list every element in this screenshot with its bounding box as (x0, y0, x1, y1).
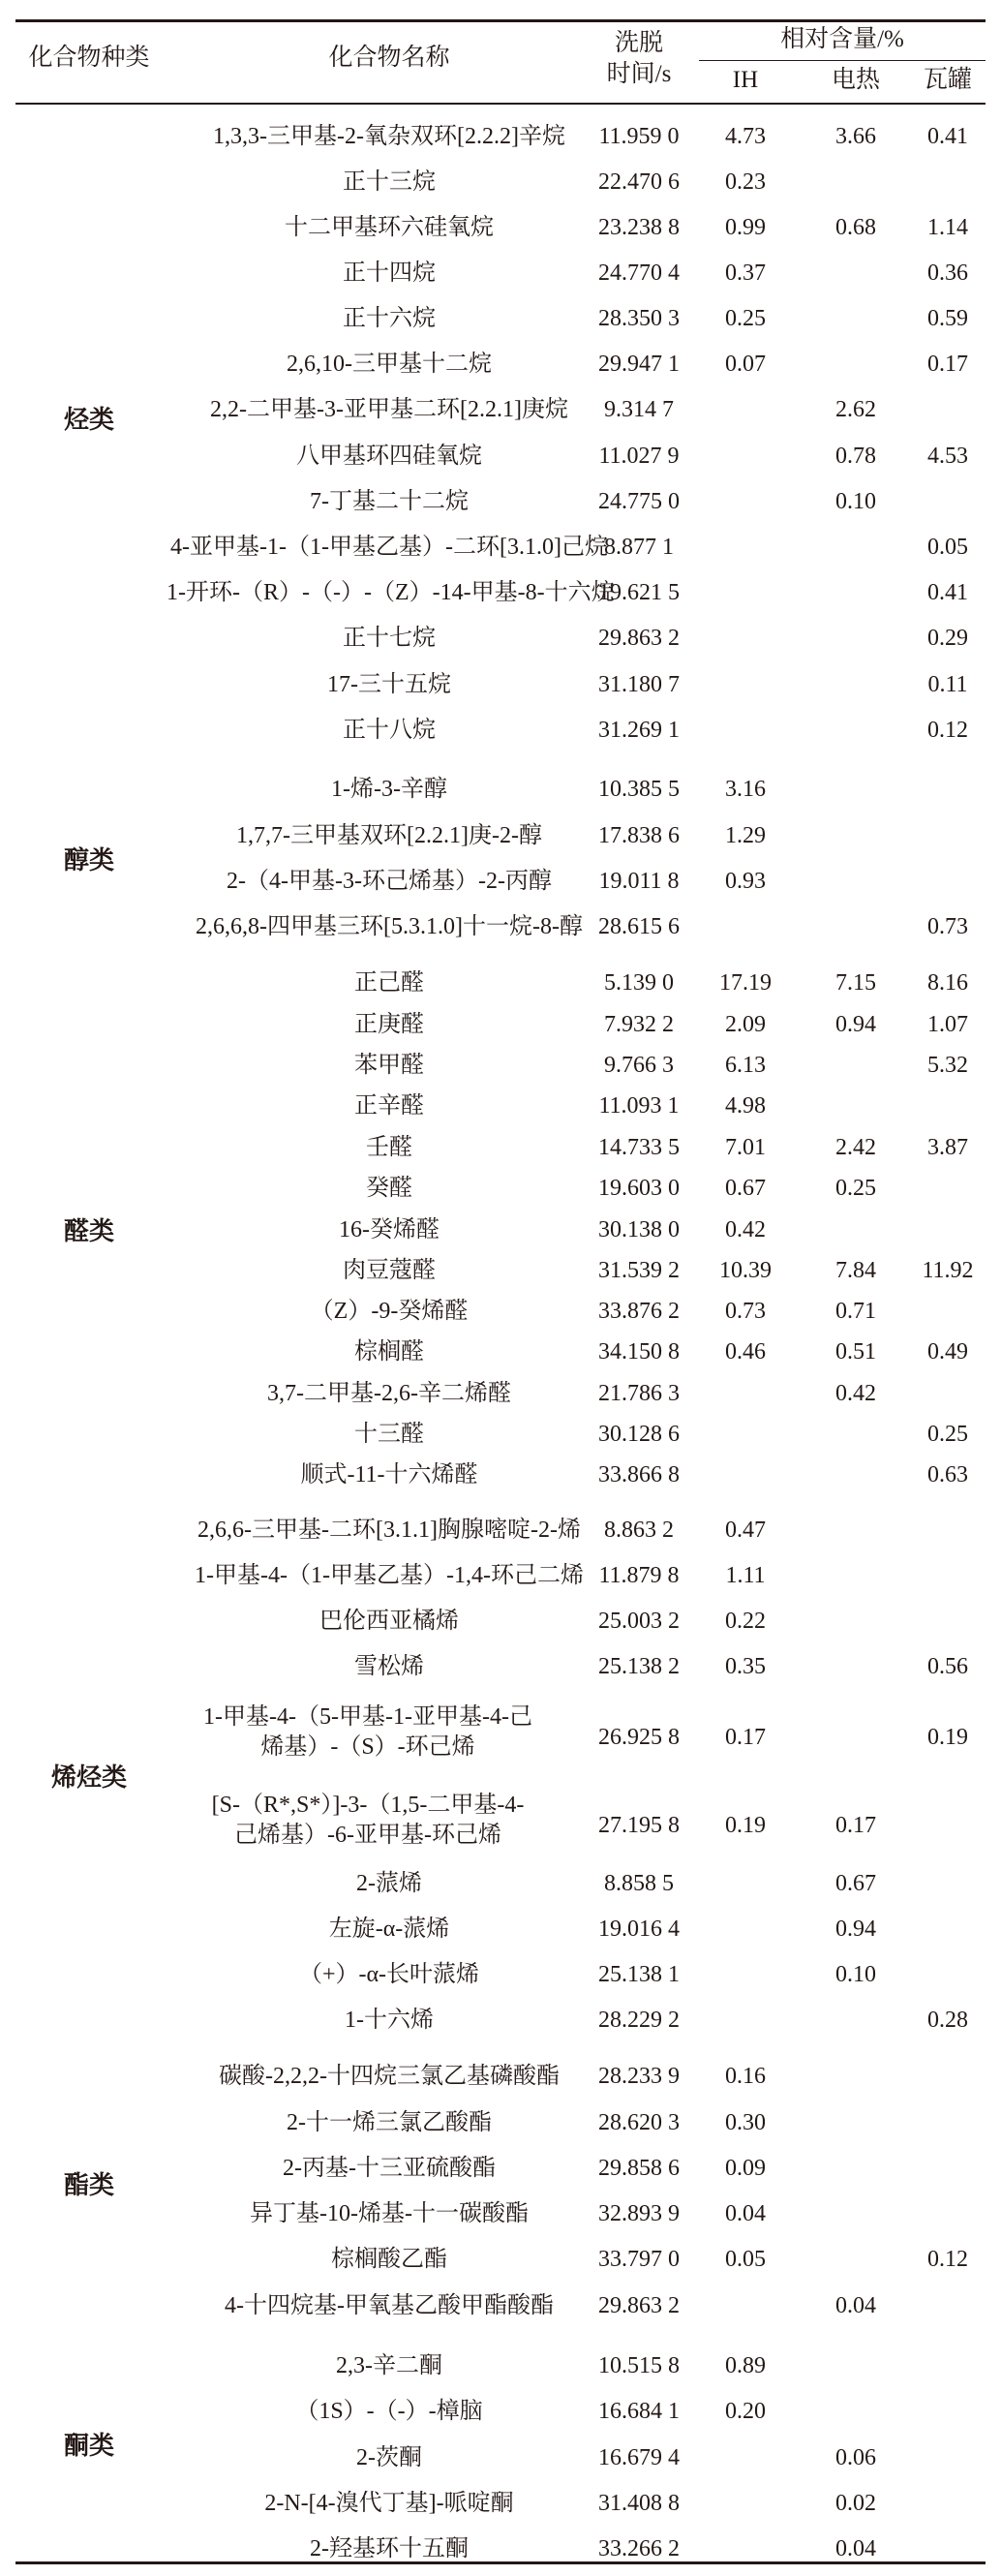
compound-name: 2-茨酮 (356, 2445, 422, 2470)
header-sub-rule (699, 60, 986, 61)
compound-name: 苯甲醛 (354, 1053, 424, 1078)
compound-name: 正十三烷 (343, 169, 436, 195)
elution-time: 25.003 2 (598, 1609, 680, 1634)
elution-time: 21.786 3 (598, 1381, 680, 1406)
value-wa: 11.92 (922, 1258, 974, 1283)
category-label: 酯类 (63, 2171, 114, 2200)
elution-time: 28.615 6 (598, 914, 680, 939)
header-time-line2: 时间/s (606, 61, 672, 87)
value-elec: 0.71 (835, 1299, 876, 1324)
compound-name: 正十八烷 (343, 718, 436, 743)
compound-name: （1S）-（-）-樟脑 (295, 2399, 483, 2424)
elution-time: 30.138 0 (598, 1217, 680, 1242)
value-elec: 7.84 (835, 1258, 876, 1283)
value-elec: 0.78 (835, 444, 876, 469)
value-wa: 0.41 (927, 124, 968, 149)
elution-time: 27.195 8 (598, 1813, 680, 1838)
header-elec: 电热 (831, 67, 880, 93)
compound-name: 正十七烷 (343, 626, 436, 651)
value-ih: 1.11 (725, 1563, 766, 1588)
value-ih: 0.22 (725, 1609, 766, 1634)
compound-name: 2,6,10-三甲基十二烷 (287, 352, 492, 377)
value-ih: 0.04 (725, 2201, 766, 2226)
elution-time: 28.350 3 (598, 306, 680, 331)
elution-time: 23.238 8 (598, 215, 680, 240)
header-time-line1: 洗脱 (614, 30, 663, 56)
elution-time: 17.838 6 (598, 823, 680, 848)
compound-name: 异丁基-10-烯基-十一碳酸酯 (250, 2201, 529, 2226)
compound-name: 巴伦西亚橘烯 (319, 1609, 459, 1634)
value-ih: 4.73 (725, 124, 766, 149)
category-label: 酮类 (63, 2432, 114, 2461)
elution-time: 9.314 7 (604, 397, 674, 422)
value-elec: 0.17 (835, 1813, 876, 1838)
elution-time: 33.797 0 (598, 2247, 680, 2272)
elution-time: 8.858 5 (604, 1871, 674, 1896)
elution-time: 11.027 9 (598, 444, 680, 469)
value-ih: 0.09 (725, 2156, 766, 2181)
compound-name: 2-蒎烯 (356, 1871, 422, 1896)
category-label: 烃类 (63, 406, 114, 435)
compound-name: [S-（R*,S*）]-3-（1,5-二甲基-4-己烯基）-6-亚甲基-环己烯 (211, 1793, 525, 1848)
elution-time: 31.539 2 (598, 1258, 680, 1283)
value-wa: 3.87 (927, 1135, 968, 1160)
value-elec: 0.94 (835, 1012, 876, 1037)
value-ih: 0.23 (725, 169, 766, 195)
table-bottom-rule (15, 2561, 986, 2564)
compound-name: 1-开环-（R）-（-）-（Z）-14-甲基-8-十六烷 (167, 580, 615, 605)
value-wa: 0.29 (927, 626, 968, 651)
value-wa: 0.19 (927, 1725, 968, 1750)
elution-time: 10.515 8 (598, 2353, 680, 2378)
compound-name: 棕榈醛 (354, 1339, 424, 1365)
compound-name: 肉豆蔻醛 (343, 1258, 436, 1283)
value-wa: 0.12 (927, 2247, 968, 2272)
elution-time: 25.138 2 (598, 1654, 680, 1679)
value-elec: 0.25 (835, 1176, 876, 1201)
compound-name: 十二甲基环六硅氧烷 (285, 215, 494, 240)
compound-name: 2,6,6,8-四甲基三环[5.3.1.0]十一烷-8-醇 (196, 914, 583, 939)
elution-time: 31.408 8 (598, 2491, 680, 2516)
compound-name: 17-三十五烷 (327, 672, 451, 697)
value-ih: 0.17 (725, 1725, 766, 1750)
value-wa: 8.16 (927, 970, 968, 996)
elution-time: 24.775 0 (598, 489, 680, 514)
value-ih: 0.25 (725, 306, 766, 331)
value-elec: 0.68 (835, 215, 876, 240)
value-wa: 1.07 (927, 1012, 968, 1037)
value-ih: 0.47 (725, 1518, 766, 1543)
elution-time: 11.093 1 (598, 1093, 680, 1119)
elution-time: 16.679 4 (598, 2445, 680, 2470)
compound-name: （+）-α-长叶蒎烯 (298, 1962, 480, 1987)
compound-name: 1,3,3-三甲基-2-氧杂双环[2.2.2]辛烷 (213, 124, 565, 149)
compound-name: 壬醛 (366, 1135, 412, 1160)
compound-name: 2,3-辛二酮 (336, 2353, 442, 2378)
header-wa: 瓦罐 (923, 67, 972, 93)
elution-time: 28.229 2 (598, 2008, 680, 2033)
elution-time: 31.180 7 (598, 672, 680, 697)
compound-name: 八甲基环四硅氧烷 (296, 444, 482, 469)
elution-time: 30.128 6 (598, 1422, 680, 1447)
value-wa: 0.28 (927, 2008, 968, 2033)
value-ih: 7.01 (725, 1135, 766, 1160)
value-wa: 1.14 (927, 215, 968, 240)
compound-name: 正庚醛 (354, 1012, 424, 1037)
value-elec: 2.62 (835, 397, 876, 422)
value-elec: 0.10 (835, 489, 876, 514)
compound-name: 1-十六烯 (345, 2008, 434, 2033)
elution-time: 25.138 1 (598, 1962, 680, 1987)
elution-time: 19.621 5 (598, 580, 680, 605)
elution-time: 31.269 1 (598, 718, 680, 743)
value-elec: 0.42 (835, 1381, 876, 1406)
value-elec: 0.51 (835, 1339, 876, 1365)
elution-time: 26.925 8 (598, 1725, 680, 1750)
compound-name: 2-羟基环十五酮 (310, 2536, 469, 2561)
value-ih: 2.09 (725, 1012, 766, 1037)
compound-name: 正辛醛 (354, 1093, 424, 1119)
elution-time: 19.011 8 (598, 869, 680, 894)
value-ih: 0.19 (725, 1813, 766, 1838)
elution-time: 14.733 5 (598, 1135, 680, 1160)
elution-time: 33.866 8 (598, 1462, 680, 1487)
value-wa: 0.73 (927, 914, 968, 939)
compound-name: 正己醛 (354, 970, 424, 996)
elution-time: 5.139 0 (604, 970, 674, 996)
value-ih: 0.07 (725, 352, 766, 377)
compound-name: 棕榈酸乙酯 (331, 2247, 447, 2272)
value-ih: 0.73 (725, 1299, 766, 1324)
value-ih: 6.13 (725, 1053, 766, 1078)
elution-time: 29.863 2 (598, 626, 680, 651)
table-top-rule (15, 19, 986, 22)
compound-name: 雪松烯 (354, 1654, 424, 1679)
compound-name: 16-癸烯醛 (339, 1217, 440, 1242)
value-ih: 0.37 (725, 261, 766, 286)
value-wa: 0.36 (927, 261, 968, 286)
value-elec: 0.04 (835, 2536, 876, 2561)
value-elec: 0.06 (835, 2445, 876, 2470)
compound-name: 3,7-二甲基-2,6-辛二烯醛 (267, 1381, 511, 1406)
elution-time: 19.603 0 (598, 1176, 680, 1201)
compound-name: 1,7,7-三甲基双环[2.2.1]庚-2-醇 (236, 823, 542, 848)
value-ih: 4.98 (725, 1093, 766, 1119)
elution-time: 10.385 5 (598, 777, 680, 802)
header-category: 化合物种类 (28, 45, 150, 71)
value-ih: 10.39 (719, 1258, 772, 1283)
value-ih: 0.46 (725, 1339, 766, 1365)
elution-time: 11.959 0 (598, 124, 680, 149)
category-label: 烯烃类 (50, 1763, 127, 1793)
compound-name: 十三醛 (354, 1422, 424, 1447)
compound-name: 2,2-二甲基-3-亚甲基二环[2.2.1]庚烷 (210, 397, 568, 422)
value-wa: 0.12 (927, 718, 968, 743)
compound-name: 2,6,6-三甲基-二环[3.1.1]胸腺嘧啶-2-烯 (197, 1518, 581, 1543)
value-ih: 0.93 (725, 869, 766, 894)
value-wa: 0.56 (927, 1654, 968, 1679)
value-elec: 3.66 (835, 124, 876, 149)
compound-name: （Z）-9-癸烯醛 (310, 1299, 469, 1324)
value-ih: 0.30 (725, 2110, 766, 2135)
value-wa: 0.41 (927, 580, 968, 605)
value-elec: 7.15 (835, 970, 876, 996)
elution-time: 16.684 1 (598, 2399, 680, 2424)
elution-time: 29.858 6 (598, 2156, 680, 2181)
compound-name: 2-十一烯三氯乙酸酯 (287, 2110, 492, 2135)
compound-name: 左旋-α-蒎烯 (328, 1917, 450, 1942)
value-wa: 0.17 (927, 352, 968, 377)
value-ih: 0.89 (725, 2353, 766, 2378)
elution-time: 29.863 2 (598, 2293, 680, 2318)
value-ih: 0.42 (725, 1217, 766, 1242)
value-ih: 0.05 (725, 2247, 766, 2272)
elution-time: 33.266 2 (598, 2536, 680, 2561)
value-ih: 0.16 (725, 2064, 766, 2089)
compound-name: 1-甲基-4-（5-甲基-1-亚甲基-4-己烯基）-（S）-环己烯 (203, 1704, 532, 1760)
compound-name: 4-亚甲基-1-（1-甲基乙基）-二环[3.1.0]己烷 (170, 535, 608, 560)
value-ih: 0.35 (725, 1654, 766, 1679)
value-wa: 0.11 (927, 672, 968, 697)
elution-time: 22.470 6 (598, 169, 680, 195)
compound-name: 1-甲基-4-（1-甲基乙基）-1,4-环己二烯 (195, 1563, 584, 1588)
elution-time: 8.877 1 (604, 535, 674, 560)
elution-time: 8.863 2 (604, 1518, 674, 1543)
header-relative-content: 相对含量/% (780, 26, 904, 52)
value-wa: 0.05 (927, 535, 968, 560)
compound-name: 正十四烷 (343, 261, 436, 286)
compound-name: 4-十四烷基-甲氧基乙酸甲酯酸酯 (225, 2293, 554, 2318)
header-name: 化合物名称 (328, 45, 450, 71)
elution-time: 19.016 4 (598, 1917, 680, 1942)
value-wa: 0.25 (927, 1422, 968, 1447)
elution-time: 7.932 2 (604, 1012, 674, 1037)
compound-name: 7-丁基二十二烷 (310, 489, 469, 514)
elution-time: 28.233 9 (598, 2064, 680, 2089)
value-wa: 4.53 (927, 444, 968, 469)
elution-time: 28.620 3 (598, 2110, 680, 2135)
value-ih: 1.29 (725, 823, 766, 848)
header-bottom-rule (15, 103, 986, 105)
elution-time: 11.879 8 (598, 1563, 680, 1588)
value-ih: 0.99 (725, 215, 766, 240)
value-ih: 17.19 (719, 970, 772, 996)
elution-time: 9.766 3 (604, 1053, 674, 1078)
value-wa: 0.59 (927, 306, 968, 331)
elution-time: 29.947 1 (598, 352, 680, 377)
elution-time: 32.893 9 (598, 2201, 680, 2226)
value-wa: 0.63 (927, 1462, 968, 1487)
compound-name: 癸醛 (366, 1176, 412, 1201)
elution-time: 34.150 8 (598, 1339, 680, 1365)
value-ih: 0.67 (725, 1176, 766, 1201)
value-ih: 0.20 (725, 2399, 766, 2424)
header-ih: IH (732, 67, 759, 93)
value-elec: 0.10 (835, 1962, 876, 1987)
value-elec: 0.94 (835, 1917, 876, 1942)
compound-name: 1-烯-3-辛醇 (331, 777, 447, 802)
value-elec: 0.67 (835, 1871, 876, 1896)
compound-name: 2-N-[4-溴代丁基]-哌啶酮 (264, 2491, 514, 2516)
value-elec: 0.02 (835, 2491, 876, 2516)
compound-name: 正十六烷 (343, 306, 436, 331)
value-wa: 0.49 (927, 1339, 968, 1365)
value-wa: 5.32 (927, 1053, 968, 1078)
compound-name: 顺式-11-十六烯醛 (300, 1462, 478, 1487)
value-elec: 2.42 (835, 1135, 876, 1160)
compound-name: 碳酸-2,2,2-十四烷三氯乙基磷酸酯 (219, 2064, 560, 2089)
category-label: 醇类 (63, 846, 114, 875)
elution-time: 24.770 4 (598, 261, 680, 286)
value-elec: 0.04 (835, 2293, 876, 2318)
value-ih: 3.16 (725, 777, 766, 802)
compound-name: 2-（4-甲基-3-环己烯基）-2-丙醇 (227, 869, 552, 894)
category-label: 醛类 (63, 1217, 114, 1246)
elution-time: 33.876 2 (598, 1299, 680, 1324)
compound-name: 2-丙基-十三亚硫酸酯 (283, 2156, 496, 2181)
